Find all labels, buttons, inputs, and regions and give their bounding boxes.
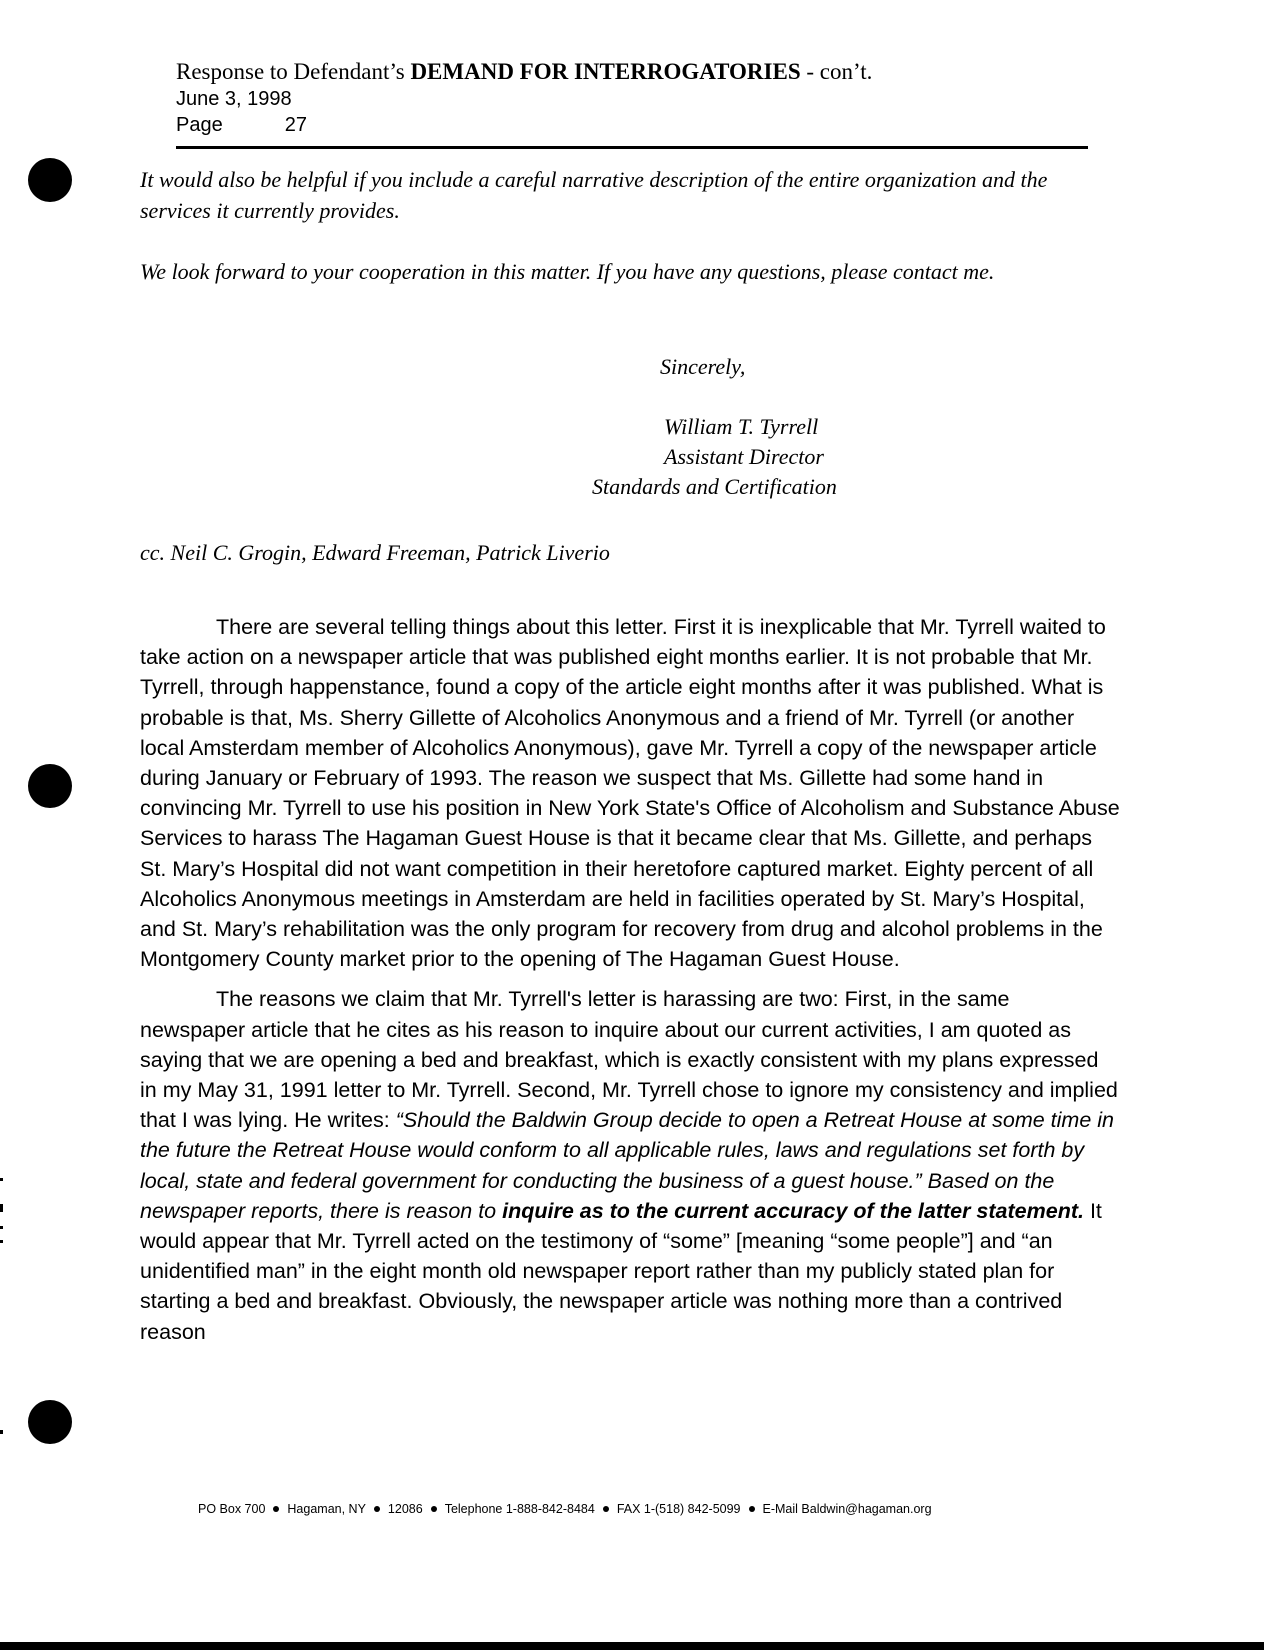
letter-paragraph: It would also be helpful if you include a careful narrative description of the entire organization and the services it currently provides.	[140, 167, 1048, 223]
emphasized-quote: inquire as to the current accuracy of the latter statement.	[502, 1198, 1084, 1223]
bullet-icon	[374, 1506, 380, 1512]
body-paragraph: There are several telling things about this letter. First it is inexplicable that Mr. Tyrrell waited to take action on a newspaper article that was published eight months earlier. It is not probable that Mr. Tyrrell, through happenstance, found a copy of the article eight months after it was published. What is probable is that, Ms. Sherry Gillette of Alcoholics Anonymous and a friend of Mr. Tyrrell (or another local Amsterdam member of Alcoholics Anonymous), gave Mr. Tyrrell a copy of the newspaper article during January or February of 1993. The reason we suspect that Ms. Gillette had some hand in convincing Mr. Tyrrell to use his position in New York State's Office of Alcoholism and Substance Abuse Services to harass The Hagaman Guest House is that it became clear that Ms. Gillette, and perhaps St. Mary’s Hospital did not want competition in their heretofore captured market. Eighty percent of all Alcoholics Anonymous meetings in Amsterdam are held in facilities operated by St. Mary’s Hospital, and St. Mary’s rehabilitation was the only program for recovery from drug and alcohol problems in the Montgomery County market prior to the opening of The Hagaman Guest House.	[140, 615, 1120, 972]
footer-city: Hagaman, NY	[287, 1502, 366, 1516]
body-paragraph	[140, 984, 1120, 1346]
footer-email: E-Mail Baldwin@hagaman.org	[762, 1502, 932, 1516]
punch-hole-top	[28, 158, 72, 202]
footer-fax: FAX 1-(518) 842-5099	[616, 1502, 741, 1516]
bullet-icon	[431, 1506, 437, 1512]
page-indicator	[176, 112, 1096, 138]
bullet-icon	[273, 1506, 279, 1512]
letter-closing: Sincerely,	[660, 354, 746, 379]
footer-po-box: PO Box 700	[198, 1502, 266, 1516]
footer-telephone: Telephone 1-888-842-8484	[444, 1502, 595, 1516]
scan-bottom-edge	[0, 1642, 1264, 1650]
scan-edge-mark	[0, 1240, 3, 1243]
header-divider	[176, 146, 1088, 149]
scan-edge-mark	[0, 1204, 3, 1212]
page-header	[176, 58, 1096, 138]
quoted-statement: “Should the Baldwin Group decide to open a Retreat House at some time in the future the Retreat House would conform to all applicable rules, laws and regulations set forth by local, state and federal government for conducting the business of a guest house.” Based on the newspaper reports, there is reason to	[140, 1108, 1114, 1223]
signer-title: Assistant Director	[664, 444, 824, 469]
body-text-segment: It would appear that Mr. Tyrrell acted on the testimony of “some” [meaning “some people”] and “an unidentified man” in the eight month old newspaper report rather than my publicly stated plan for starting a bed and breakfast. Obviously, the newspaper article was nothing more than a contrived reason	[140, 1198, 1102, 1344]
punch-hole-bottom	[28, 1400, 72, 1444]
page-number: 27	[284, 114, 307, 136]
bullet-icon	[749, 1506, 755, 1512]
letterhead-footer	[198, 1502, 1078, 1516]
body-text-segment: The reasons we claim that Mr. Tyrrell's letter is harassing are two: First, in the same newspaper article that he cites as his reason to inquire about our current activities, I am quoted as saying that we are opening a bed and breakfast, which is exactly consistent with my plans expressed in my May 31, 1991 letter to Mr. Tyrrell. Second, Mr. Tyrrell chose to ignore my consistency and implied that I was lying. He writes:	[140, 987, 1118, 1133]
scan-edge-mark	[0, 1226, 3, 1229]
scan-edge-mark	[0, 1430, 3, 1434]
document-date: June 3, 1998	[176, 88, 292, 110]
title-prefix: Response to Defendant’s	[176, 59, 405, 84]
scan-edge-mark	[0, 1178, 3, 1181]
title-bold: DEMAND FOR INTERROGATORIES	[410, 59, 801, 84]
title-suffix: - con’t.	[800, 59, 873, 84]
signer-department: Standards and Certification	[592, 474, 837, 499]
signer-name: William T. Tyrrell	[664, 414, 819, 439]
document-title	[176, 58, 1096, 86]
letter-paragraph: We look forward to your cooperation in this matter. If you have any questions, please contact me.	[140, 259, 995, 284]
bullet-icon	[603, 1506, 609, 1512]
page-label: Page	[176, 114, 223, 136]
footer-zip: 12086	[387, 1502, 423, 1516]
punch-hole-middle	[28, 764, 72, 808]
cc-line: cc. Neil C. Grogin, Edward Freeman, Patrick Liverio	[140, 540, 610, 565]
document-body	[140, 612, 1120, 1357]
